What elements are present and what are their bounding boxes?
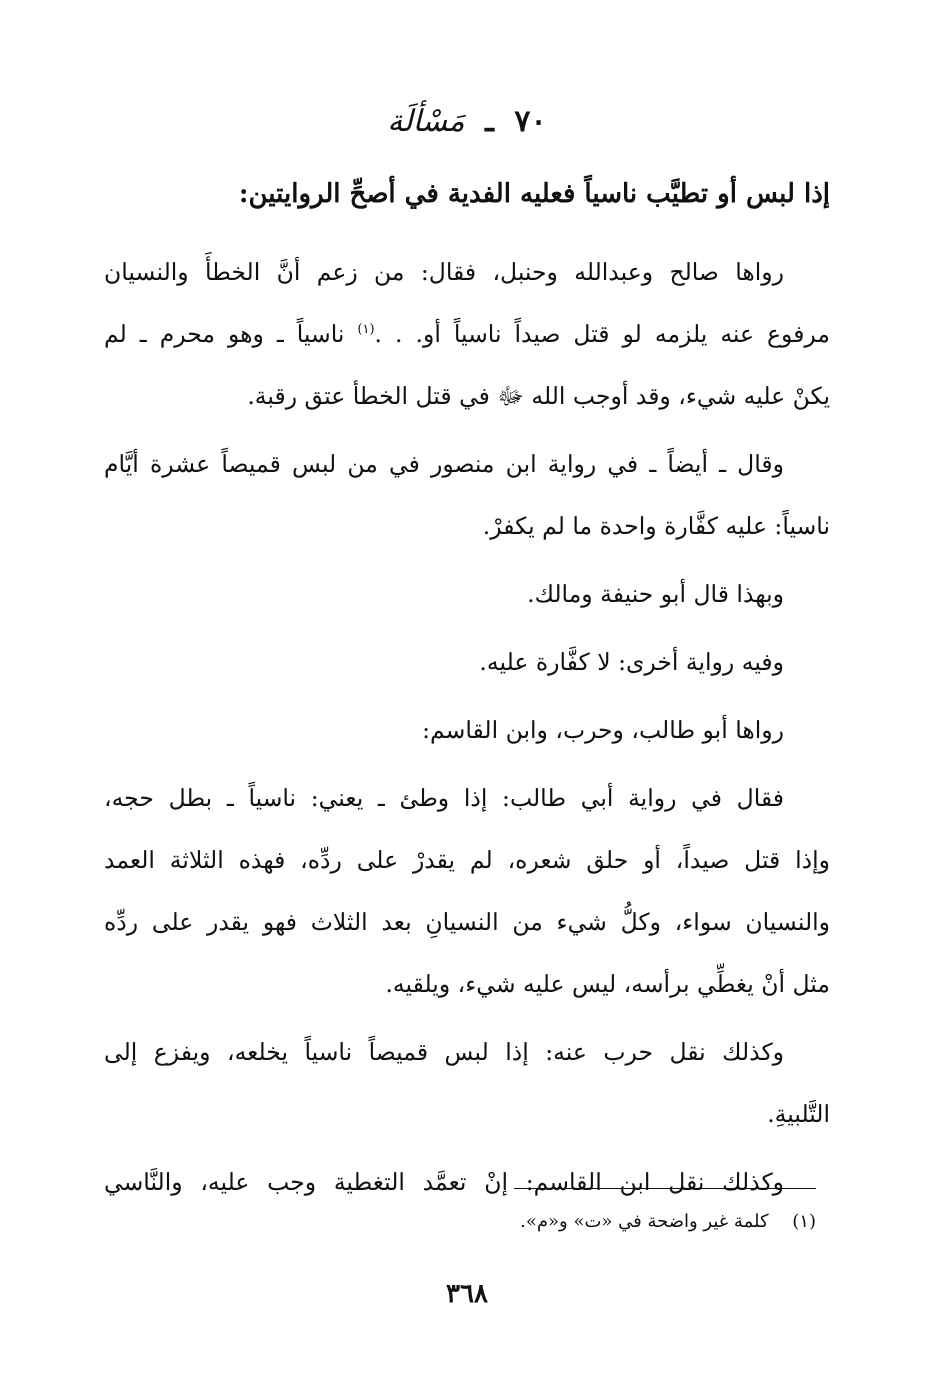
paragraph-6-line-2: وإذا قتل صيداً، أو حلق شعره، لم يقدرْ على ردِّه، فهذه الثلاثة العمد bbox=[104, 846, 830, 874]
paragraph-5-line-1: رواها أبو طالب، وحرب، وابن القاسم: bbox=[422, 716, 784, 744]
paragraph-2 bbox=[104, 433, 830, 557]
paragraph-4 bbox=[104, 631, 830, 693]
issue-number: ٧٠ bbox=[514, 104, 547, 139]
paragraph-1-line-3: يكنْ عليه شيء، وقد أوجب الله ﷻ في قتل الخطأ عتق رقبة. bbox=[247, 382, 830, 410]
paragraph-7 bbox=[104, 1021, 830, 1145]
issue-dash: ـ bbox=[485, 104, 494, 139]
body-text bbox=[104, 241, 830, 1219]
paragraph-6-line-1: فقال في رواية أبي طالب: إذا وطئ ـ يعني: ناسياً ـ بطل حجه، bbox=[104, 784, 784, 812]
paragraph-1 bbox=[104, 241, 830, 427]
paragraph-2-line-1: وقال ـ أيضاً ـ في رواية ابن منصور في من لبس قميصاً عشرة أيَّام bbox=[104, 450, 784, 478]
paragraph-6-line-4: مثل أنْ يغطِّي برأسه، ليس عليه شيء، ويلقيه. bbox=[385, 970, 830, 998]
paragraph-8-line-1: وكذلك نقل ابن القاسم: إنْ تعمَّد التغطية وجب عليه، والنَّاسي bbox=[104, 1168, 784, 1196]
issue-heading bbox=[0, 100, 934, 144]
paragraph-4-line-1: وفيه رواية أخرى: لا كفَّارة عليه. bbox=[479, 648, 784, 676]
footnote-divider bbox=[514, 1188, 816, 1189]
issue-title-ornamental: مَسْألَة bbox=[387, 104, 465, 139]
paragraph-6 bbox=[104, 767, 830, 1015]
footnote-marker: (١) bbox=[357, 322, 375, 338]
paragraph-6-line-3: والنسيان سواء، وكلُّ شيء من النسيانِ بعد الثلاث فهو يقدر على ردِّه bbox=[104, 908, 830, 936]
page-number: ٣٦٨ bbox=[446, 1279, 488, 1309]
footnote-number: (١) bbox=[792, 1211, 816, 1232]
paragraph-3 bbox=[104, 563, 830, 625]
paragraph-7-line-1: وكذلك نقل حرب عنه: إذا لبس قميصاً ناسياً يخلعه، ويفزع إلى bbox=[104, 1038, 784, 1066]
paragraph-1-line-1: رواها صالح وعبدالله وحنبل، فقال: من زعم أنَّ الخطأَ والنسيان bbox=[104, 258, 784, 286]
paragraph-7-line-2: التَّلبيةِ. bbox=[767, 1100, 830, 1128]
footnote bbox=[116, 1202, 816, 1242]
paragraph-2-line-2: ناسياً: عليه كفَّارة واحدة ما لم يكفرْ. bbox=[482, 512, 830, 540]
paragraph-5 bbox=[104, 699, 830, 761]
footnote-text: كلمة غير واضحة في «ت» و«م». bbox=[520, 1211, 769, 1232]
issue-subtitle: إذا لبس أو تطيَّب ناسياً فعليه الفدية في أصحِّ الروايتين: bbox=[238, 179, 830, 209]
paragraph-1-line-2-end: ناسياً ـ وهو محرم ـ لم bbox=[104, 320, 345, 348]
paragraph-3-line-1: وبهذا قال أبو حنيفة ومالك. bbox=[527, 580, 784, 608]
paragraph-1-line-2-start: مرفوع عنه يلزمه لو قتل صيداً ناسياً أو. . . bbox=[374, 320, 830, 348]
paragraph-1-line-2 bbox=[104, 303, 830, 365]
